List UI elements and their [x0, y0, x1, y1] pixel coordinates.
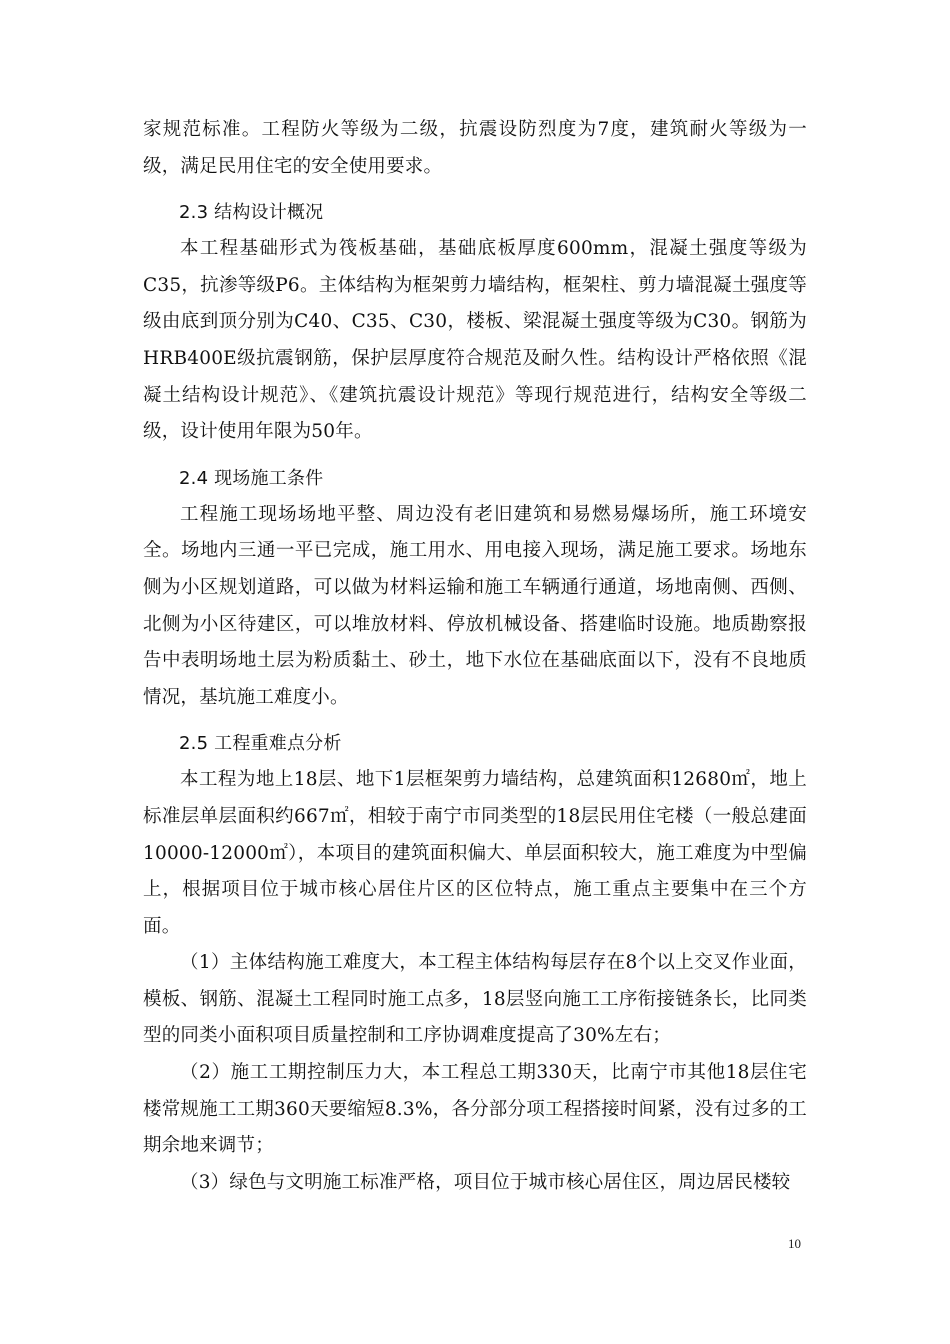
paragraph-structure-design: 本工程基础形式为筏板基础，基础底板厚度600mm，混凝土强度等级为C35，抗渗等级P6。主体结构为框架剪力墙结构，框架柱、剪力墙混凝土强度等级由底到顶分别为C40、C35、C30，楼板、梁混凝土强度等级为C30。钢筋为HRB400E级抗震钢筋，保护层厚度符合规范及耐久性。结构设计严格依照《混凝土结构设计规范》、《建筑抗震设计规范》等现行规范进行，结构安全等级二级，设计使用年限为50年。 [143, 238, 807, 443]
section-heading-2-3: 2.3 结构设计概况 [179, 202, 324, 224]
paragraph-difficulty-2: （2）施工工期控制压力大，本工程总工期330天，比南宁市其他18层住宅楼常规施工工期360天要缩短8.3%，各分部分项工程搭接时间紧，没有过多的工期余地来调节； [143, 1062, 807, 1157]
document-body [143, 112, 807, 1201]
paragraph-difficulty-1: （1）主体结构施工难度大，本工程主体结构每层存在8个以上交叉作业面，模板、钢筋、混凝土工程同时施工点多，18层竖向施工工序衔接链条长，比同类型的同类小面积项目质量控制和工序协调难度提高了30%左右； [143, 952, 807, 1047]
paragraph-continuation: 家规范标准。工程防火等级为二级，抗震设防烈度为7度，建筑耐火等级为一级，满足民用住宅的安全使用要求。 [143, 119, 807, 177]
paragraph-difficulty-overview: 本工程为地上18层、地下1层框架剪力墙结构，总建筑面积12680㎡，地上标准层单层面积约667㎡，相较于南宁市同类型的18层民用住宅楼（一般总建面10000-12000㎡），本项目的建筑面积偏大、单层面积较大，施工难度为中型偏上，根据项目位于城市核心居住片区的区位特点，施工重点主要集中在三个方面。 [143, 769, 807, 937]
section-heading-2-5: 2.5 工程重难点分析 [179, 733, 342, 755]
page-number: 10 [788, 1236, 801, 1251]
section-heading-2-4: 2.4 现场施工条件 [179, 467, 324, 489]
paragraph-site-conditions: 工程施工现场场地平整、周边没有老旧建筑和易燃易爆场所，施工环境安全。场地内三通一平已完成，施工用水、用电接入现场，满足施工要求。场地东侧为小区规划道路，可以做为材料运输和施工车辆通行通道，场地南侧、西侧、北侧为小区待建区，可以堆放材料、停放机械设备、搭建临时设施。地质勘察报告中表明场地土层为粉质黏土、砂土，地下水位在基础底面以下，没有不良地质情况，基坑施工难度小。 [143, 503, 807, 708]
paragraph-difficulty-3: （3）绿色与文明施工标准严格，项目位于城市核心居住区，周边居民楼较 [180, 1171, 791, 1193]
